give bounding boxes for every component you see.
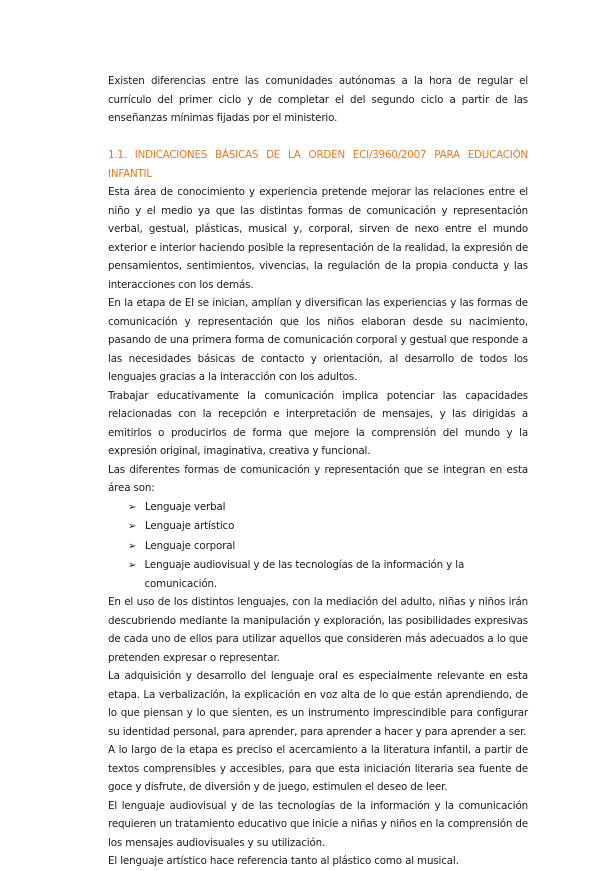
list-item-text: Lenguaje verbal	[145, 500, 226, 513]
body-paragraph: En el uso de los distintos lenguajes, con la mediación del adulto, niñas y niños irán descubriendo mediante la manipulación y exploración, las posibilidades expresivas de cada uno de ellos para utilizar aquellos que consideren más adecuados a lo que pretenden expresar o representar.	[108, 596, 528, 664]
list-item-text: Lenguaje artístico	[145, 520, 235, 532]
section-heading: 1.1. INDICACIONES BÁSICAS DE LA ORDEN ECI/3960/2007 PARA EDUCACIÓN INFANTIL	[108, 149, 528, 180]
intro-paragraph: Existen diferencias entre las comunidades autónomas a la hora de regular el currículo del primer ciclo y de completar el del segundo ciclo a partir de las enseñanzas mínimas fijadas por el ministerio.	[108, 75, 528, 124]
language-list	[108, 498, 528, 594]
arrow-bullet-icon: ➢	[128, 501, 137, 513]
body-paragraph: El lenguaje artístico hace referencia tanto al plástico como al musical.	[108, 855, 459, 867]
body-paragraph: A lo largo de la etapa es preciso el acercamiento a la literatura infantil, a partir de textos comprensibles y accesibles, para que esta iniciación literaria sea fuente de goce y disfrute, de diversión y de juego, estimulen el deseo de leer.	[108, 744, 528, 793]
list-item-text: Lenguaje corporal	[145, 539, 236, 552]
list-item	[128, 517, 528, 537]
body-paragraph: En la etapa de EI se inician, amplían y diversifican las experiencias y las formas de comunicación y representación que los niños elaboran desde su nacimiento, pasando de una primera forma de comunicación corporal y gestual que responde a las necesidades básicas de contacto y orientación, al desarrollo de todos los lenguajes gracias a la interacción con los adultos.	[108, 297, 528, 383]
body-paragraph: Esta área de conocimiento y experiencia pretende mejorar las relaciones entre el niño y el medio ya que las distintas formas de comunicación y representación verbal, gestual, plásticas, musical y, corporal, sirven de nexo entre el mundo exterior e interior haciendo posible la representación de la realidad, la expresión de pensamientos, sentimientos, vivencias, la regulación de la propia conducta y las interacciones con los demás.	[108, 186, 528, 291]
list-item-text: Lenguaje audiovisual y de las tecnologías de la información y la comunicación.	[144, 559, 465, 590]
body-paragraph: Trabajar educativamente la comunicación implica potenciar las capacidades relacionadas con la recepción e interpretación de mensajes, y las dirigidas a emitirlos o producirlos de forma que mejore la comprensión del mundo y la expresión original, imaginativa, creativa y funcional.	[108, 389, 528, 457]
arrow-bullet-icon: ➢	[128, 540, 137, 552]
arrow-bullet-icon: ➢	[128, 521, 137, 532]
list-item	[128, 537, 528, 557]
body-paragraph: El lenguaje audiovisual y de las tecnologías de la información y la comunicación requieren un tratamiento educativo que inicie a niñas y niños en la comprensión de los mensajes audiovisuales y su utilización.	[108, 799, 528, 849]
list-item	[128, 498, 528, 518]
list-item	[128, 556, 528, 593]
page-content	[108, 72, 528, 871]
body-paragraph: Las diferentes formas de comunicación y representación que se integran en esta área son:	[108, 463, 528, 494]
arrow-bullet-icon: ➢	[128, 560, 137, 571]
body-paragraph: La adquisición y desarrollo del lenguaje oral es especialmente relevante en esta etapa. La verbalización, la explicación en voz alta de lo que están aprendiendo, de lo que piensan y lo que sienten, es un instrumento imprescindible para configurar su identidad personal, para aprender, para aprender a hacer y para aprender a ser.	[108, 670, 528, 738]
